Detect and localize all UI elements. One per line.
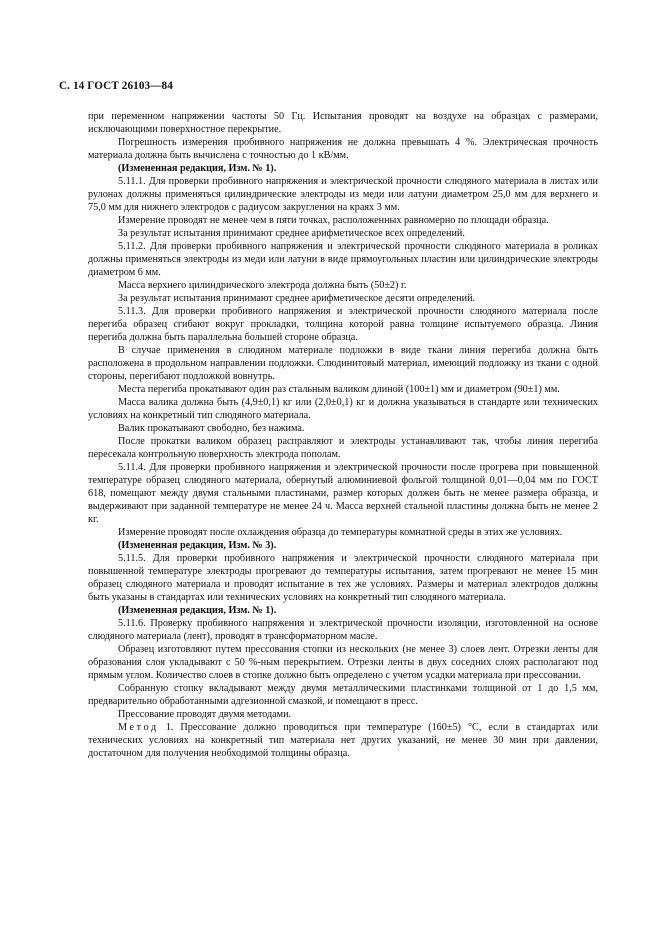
paragraph: Места перегиба прокатывают один раз стальным валиком длиной (100±1) мм и диаметром (90±1) мм. — [118, 384, 560, 395]
amendment-note: (Измененная редакция, Изм. № 3). — [118, 540, 277, 551]
method-text: 1. Прессование должно проводиться при температуре (160±5) °С, если в стандартах или технических условиях на конкретный тип материала нет других указаний, не менее 30 мин при давлении, достаточном для получения необходимой толщины образца. — [88, 722, 598, 759]
paragraph: За результат испытания принимают среднее арифметическое всех определений. — [118, 228, 465, 239]
paragraph: Прессование проводят двумя методами. — [118, 709, 292, 720]
paragraph: 5.11.2. Для проверки пробивного напряжения и электрической прочности слюдяного материала в роликах должны применяться электроды из меди или латуни в виде прямоугольных пластин или цилиндрические электроды диаметром 6 мм. — [88, 241, 598, 278]
paragraph: За результат испытания принимают среднее арифметическое десяти определений. — [118, 293, 476, 304]
method-paragraph — [88, 721, 598, 760]
paragraph: Образец изготовляют путем прессования стопки из нескольких (не менее 3) слоев лент. Отрезки ленты для образования слоя укладывают с 50 %-ным перекрытием. Отрезки ленты в двух соседних слоях располагают под прямым углом. Количество слоев в стопке должно быть определено с учетом усадки материала при прессовании. — [88, 644, 598, 681]
paragraph: 5.11.3. Для проверки пробивного напряжения и электрической прочности слюдяного материала после перегиба образец сгибают вокруг прокладки, толщина которой равна толщине испытуемого образца. Линия перегиба должна быть параллельна большей стороне образца. — [88, 306, 598, 343]
paragraph: при переменном напряжении частоты 50 Гц. Испытания проводят на воздухе на образцах с размерами, исключающими поверхностное перекрытие. — [88, 111, 598, 135]
amendment-note: (Измененная редакция, Изм. № 1). — [118, 605, 277, 616]
paragraph: 5.11.6. Проверку пробивного напряжения и электрической прочности изоляции, изготовленной на основе слюдяного материала (лент), проводят в трансформаторном масле. — [88, 618, 598, 642]
paragraph: В случае применения в слюдяном материале подложки в виде ткани линия перегиба должна быть расположена в продольном направлении подложки. Слюдинитовый материал, имеющий подложку из ткани с одной стороны, перегибают подложкой вовнутрь. — [88, 345, 598, 382]
paragraph: Погрешность измерения пробивного напряжения не должна превышать 4 %. Электрическая прочность материала должна быть вычислена с точностью до 1 кВ/мм. — [88, 137, 598, 161]
paragraph: Валик прокатывают свободно, без нажима. — [118, 423, 305, 434]
page-header: С. 14 ГОСТ 26103—84 — [59, 80, 173, 92]
method-label: Метод — [118, 722, 159, 733]
paragraph: Измерение проводят после охлаждения образца до температуры комнатной среды в этих же условиях. — [118, 527, 563, 538]
amendment-note: (Измененная редакция, Изм. № 1). — [118, 163, 277, 174]
paragraph: 5.11.5. Для проверки пробивного напряжения и электрической прочности слюдяного материала при повышенной температуре электроды прогревают до температуры испытания, затем прогревают не менее 15 мин образец слюдяного материала и проводят испытание в тех же условиях. Размеры и материал электродов должны быть указаны в стандартах или технических условиях на конкретный тип слюдяного материала. — [88, 553, 598, 603]
paragraph: Масса верхнего цилиндрического электрода должна быть (50±2) г. — [118, 280, 407, 291]
paragraph: Масса валика должна быть (4,9±0,1) кг или (2,0±0,1) кг и должна указываться в стандарте или технических условиях на конкретный тип слюдяного материала. — [88, 397, 598, 421]
paragraph: 5.11.1. Для проверки пробивного напряжения и электрической прочности слюдяного материала в листах или рулонах должны применяться цилиндрические электроды из меди или латуни диаметром 25,0 мм для верхнего и 75,0 мм для нижнего электродов с радиусом закругления на краях 3 мм. — [88, 176, 598, 213]
document-body — [88, 110, 598, 760]
paragraph: 5.11.4. Для проверки пробивного напряжения и электрической прочности после прогрева при повышенной температуре образец слюдяного материала, обернутый алюминиевой фольгой толщиной 0,01—0,04 мм по ГОСТ 618, помещают между двумя стальными пластинами, размер которых должен быть не менее размера образца, и выдерживают при заданной температуре не менее 24 ч. Масса верхней стальной пластины должна быть не менее 2 кг. — [88, 462, 598, 525]
paragraph: Собранную стопку вкладывают между двумя металлическими пластинками толщиной от 1 до 1,5 мм, предварительно обработанными адгезионной смазкой, и помещают в пресс. — [88, 683, 598, 707]
paragraph: После прокатки валиком образец расправляют и электроды устанавливают так, чтобы линия перегиба пересекала контрольную поверхность электрода пополам. — [88, 436, 598, 460]
paragraph: Измерение проводят не менее чем в пяти точках, расположенных равномерно по площади образца. — [118, 215, 549, 226]
